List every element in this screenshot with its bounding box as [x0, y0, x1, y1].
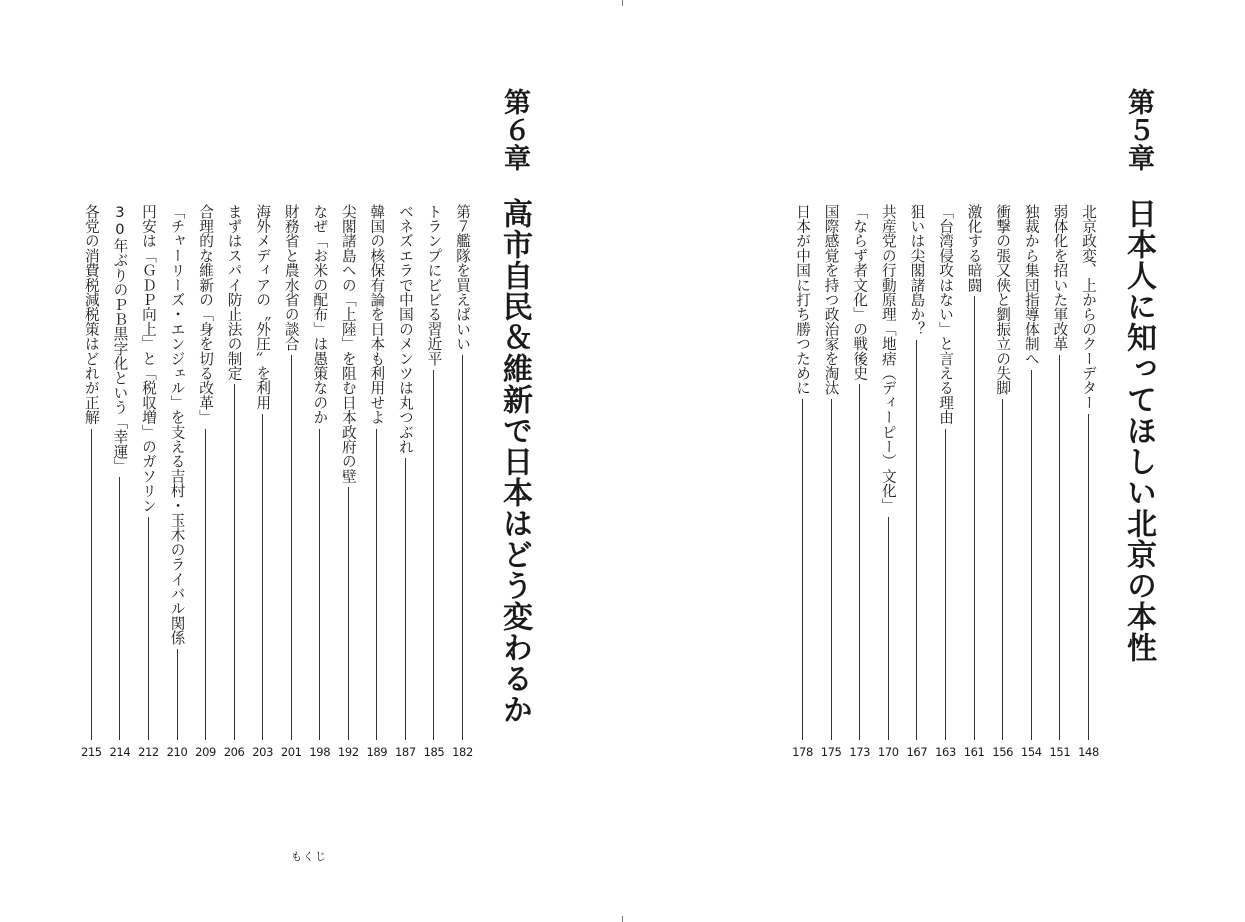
- toc-entry: [448, 204, 477, 759]
- toc-entry: [817, 204, 846, 759]
- toc-leader-line: [405, 458, 406, 740]
- toc-entry-title: 激化する暗闘: [965, 204, 983, 293]
- toc-entry: [248, 204, 277, 759]
- toc-entry-title: 日本が中国に打ち勝つために: [794, 204, 811, 396]
- toc-page-number: 212: [138, 745, 159, 759]
- toc-page-number: 203: [252, 745, 274, 759]
- toc-leader-line: [262, 414, 263, 740]
- toc-page-number: 185: [423, 745, 445, 759]
- toc-page-number: 167: [906, 745, 928, 759]
- toc-entry: [362, 204, 391, 759]
- toc-leader-line: [119, 477, 120, 740]
- toc-leader-line: [831, 399, 832, 740]
- toc-entry-title: ベネズエラで中国のメンツは丸つぶれ: [396, 204, 414, 454]
- toc-page-number: 209: [195, 745, 216, 759]
- toc-leader-line: [1059, 355, 1060, 740]
- toc-page-number: 151: [1049, 745, 1071, 759]
- toc-leader-line: [205, 429, 206, 741]
- chapter-title: 日本人に知ってほしい北京の本性: [1121, 198, 1156, 663]
- toc-entry: [334, 204, 363, 759]
- toc-page-number: 156: [992, 745, 1014, 759]
- chapter-label: 第６章: [499, 88, 530, 172]
- toc-leader-line: [234, 384, 235, 740]
- toc-entry-title: 第７艦隊を買えばいい: [454, 204, 471, 351]
- toc-entry: [163, 204, 192, 759]
- toc-entry-title: 狙いは尖閣諸島か？: [908, 204, 926, 337]
- page-footer: もくじ: [291, 850, 327, 863]
- toc-page-number: 182: [452, 745, 473, 759]
- toc-entry: [191, 204, 220, 759]
- toc-leader-line: [888, 517, 889, 740]
- toc-leader-line: [916, 340, 917, 740]
- toc-leader-line: [802, 399, 803, 740]
- toc-leader-line: [433, 370, 434, 740]
- toc-entry-title: 30年ぶりのＰＢ黒字化という「幸運」: [111, 204, 129, 474]
- toc-entry: [134, 204, 163, 759]
- toc-entry: [902, 204, 931, 759]
- toc-entry: [1017, 204, 1046, 759]
- toc-entry: [845, 204, 874, 759]
- crop-mark-bottom: [622, 916, 623, 922]
- toc-leader-line: [859, 384, 860, 740]
- toc-entry-title: 独裁から集団指導体制へ: [1022, 204, 1040, 366]
- toc-entry: [874, 204, 903, 759]
- toc-entry-title: 韓国の核保有論を日本も利用せよ: [368, 204, 386, 425]
- toc-page-number: 175: [820, 745, 842, 759]
- toc-entry: [105, 204, 134, 759]
- toc-entry-title: 弱体化を招いた軍改革: [1051, 204, 1069, 351]
- toc-entry-title: 財務省と農水省の談合: [282, 204, 300, 351]
- toc-page-number: 201: [280, 745, 302, 759]
- toc-entry-title: 円安は「ＧＤＰ向上」と「税収増」のガソリン: [139, 204, 157, 513]
- toc-page-number: 161: [963, 745, 985, 759]
- toc-entry: [960, 204, 989, 759]
- toc-entry: [1045, 204, 1074, 759]
- toc-page-number: 163: [935, 745, 956, 759]
- toc-leader-line: [945, 429, 946, 741]
- toc-page-number: 178: [792, 745, 813, 759]
- toc-entry: [988, 204, 1017, 759]
- toc-page-number: 187: [395, 745, 416, 759]
- toc-entry: [391, 204, 420, 759]
- toc-entry-title: 海外メディアの〝外圧〟を利用: [254, 204, 272, 410]
- toc-entry-title: まずはスパイ防止法の制定: [225, 204, 243, 381]
- toc-leader-line: [1002, 399, 1003, 740]
- toc-leader-line: [462, 355, 463, 740]
- toc-entry: [1074, 204, 1103, 759]
- toc-entry-title: 尖閣諸島への「上陸」を阻む日本政府の壁: [339, 204, 357, 484]
- toc-entry-title: 「チャーリーズ・エンジェル」を支える吉村・玉木のライバル関係: [168, 204, 186, 645]
- toc-entry: [305, 204, 334, 759]
- toc-page-number: 173: [849, 745, 871, 759]
- toc-page-number: 210: [166, 745, 188, 759]
- toc-leader-line: [1088, 414, 1089, 740]
- toc-entry-title: 共産党の行動原理「地痞（ディーピー）文化」: [879, 204, 897, 513]
- toc-page-number: 206: [223, 745, 245, 759]
- toc-leader-line: [376, 429, 377, 741]
- chapter-title: 高市自民＆維新で日本はどう変わるか: [497, 198, 532, 725]
- toc-entry: [277, 204, 306, 759]
- toc-leader-line: [148, 517, 149, 740]
- toc-entry: [931, 204, 960, 759]
- toc-leader-line: [177, 649, 178, 740]
- toc-page-number: 189: [366, 745, 388, 759]
- toc-entry: [419, 204, 448, 759]
- toc-page-number: 192: [337, 745, 359, 759]
- toc-leader-line: [291, 355, 292, 740]
- chapter-label: 第５章: [1123, 88, 1154, 172]
- toc-entry-title: 各党の消費税減税策はどれが正解: [82, 204, 100, 425]
- toc-leader-line: [319, 429, 320, 741]
- toc-leader-line: [1031, 370, 1032, 740]
- crop-mark-top: [622, 0, 623, 6]
- toc-leader-line: [974, 296, 975, 740]
- toc-entry: [788, 204, 817, 759]
- toc-entry-title: トランプにビビる習近平: [425, 204, 443, 366]
- toc-page-number: 215: [80, 745, 102, 759]
- toc-entry-title: なぜ「お米の配布」は愚策なのか: [311, 204, 329, 425]
- toc-leader-line: [91, 429, 92, 741]
- toc-entry-title: 北京政変、上からのクーデター: [1080, 204, 1097, 410]
- toc-page-number: 214: [109, 745, 131, 759]
- toc-entry-title: 衝撃の張又俠と劉振立の失脚: [994, 204, 1012, 396]
- toc-entry: [77, 204, 106, 759]
- toc-page-number: 170: [877, 745, 899, 759]
- toc-leader-line: [348, 487, 349, 740]
- toc-entry-title: 国際感覚を持つ政治家を淘汰: [822, 204, 840, 396]
- toc-page-number: 154: [1020, 745, 1042, 759]
- toc-page-number: 148: [1078, 745, 1099, 759]
- toc-entry-title: 「台湾侵攻はない」と言える理由: [937, 204, 954, 425]
- toc-entry: [220, 204, 249, 759]
- toc-page-number: 198: [309, 745, 331, 759]
- toc-entry-title: 「ならず者文化」の戦後史: [851, 204, 869, 381]
- toc-entry-title: 合理的な維新の「身を切る改革」: [197, 204, 215, 425]
